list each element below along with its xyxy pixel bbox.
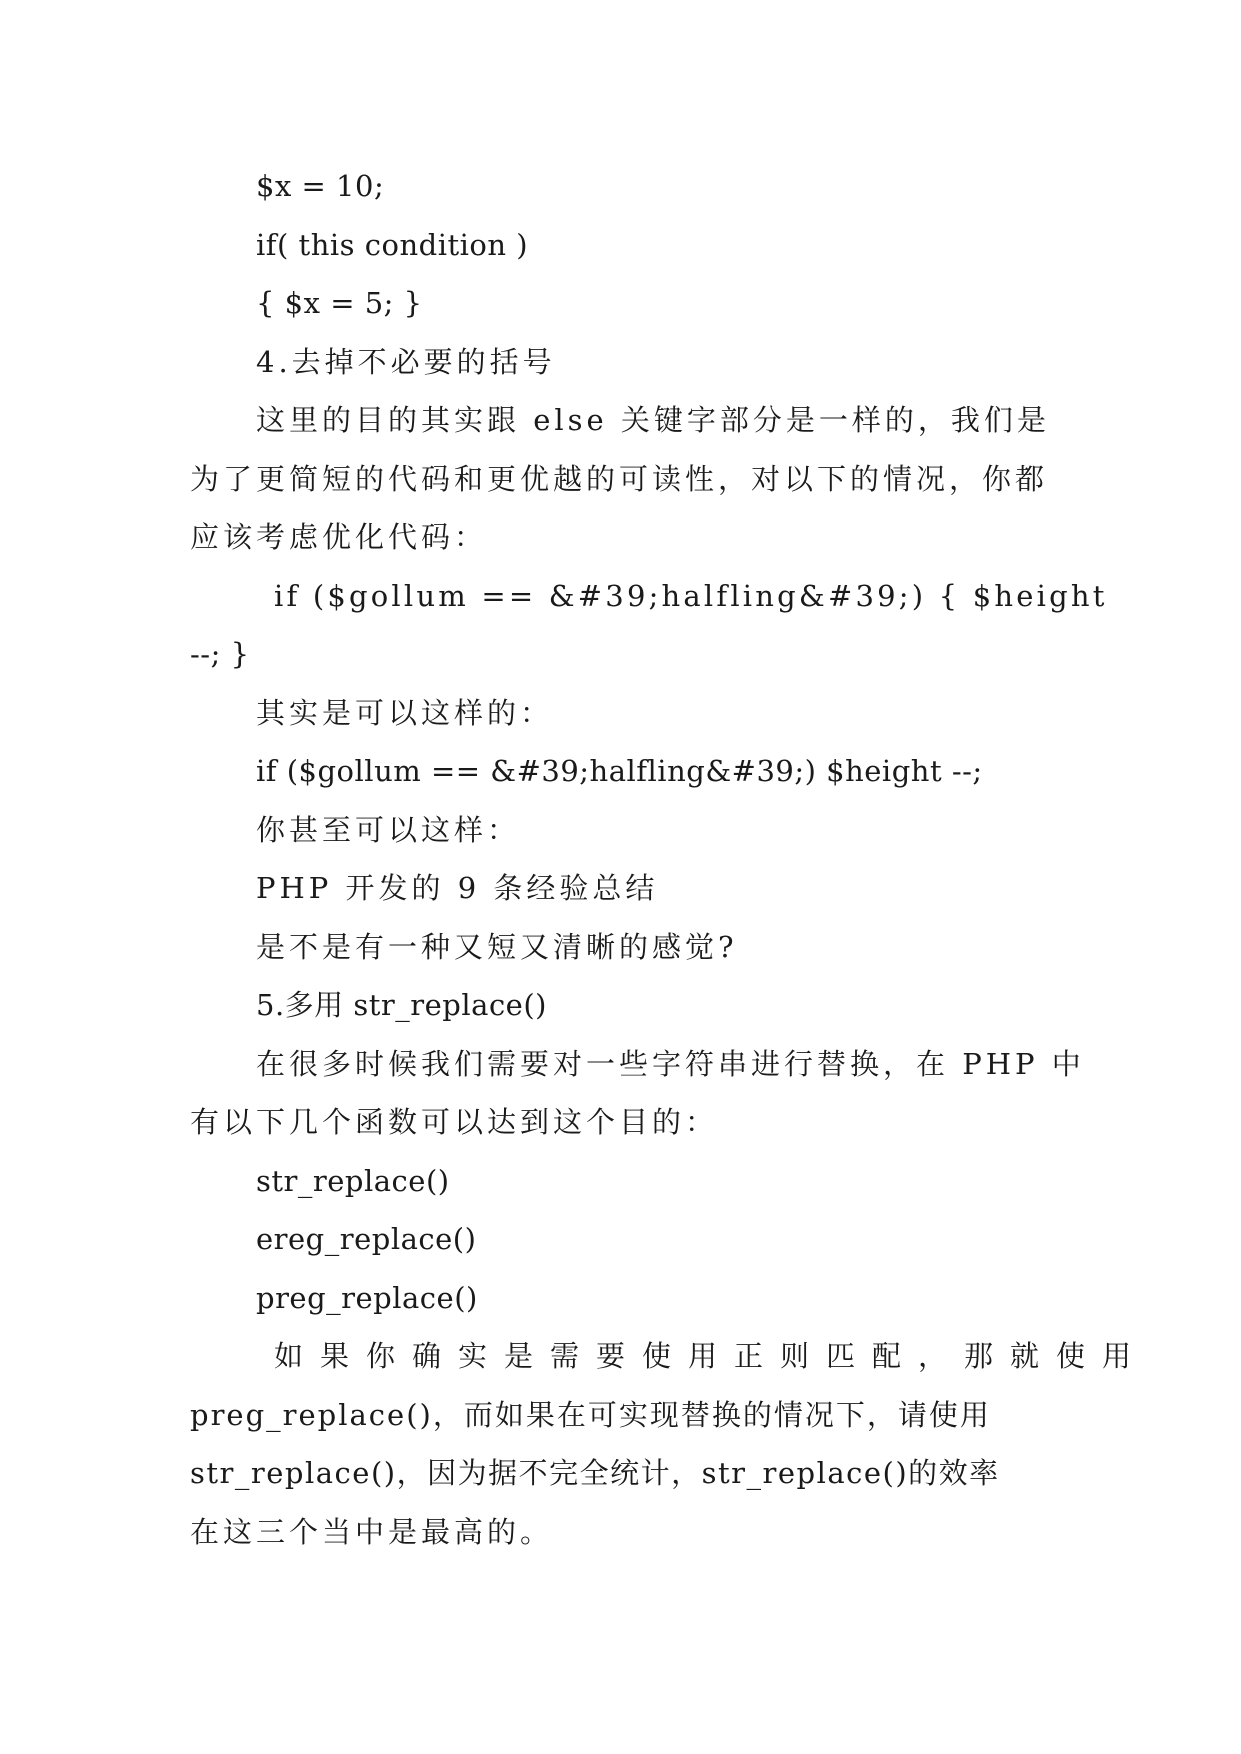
code-line: --; } bbox=[190, 637, 250, 671]
code-line: $x = 10; bbox=[256, 169, 385, 203]
paragraph-line: preg_replace()，而如果在可实现替换的情况下，请使用 bbox=[190, 1397, 991, 1432]
paragraph-line: 如果你确实是需要使用正则匹配，那就使用 bbox=[274, 1339, 1149, 1373]
paragraph-line: 为了更简短的代码和更优越的可读性，对以下的情况，你都 bbox=[190, 461, 1049, 496]
paragraph-line: 在很多时候我们需要对一些字符串进行替换，在 PHP 中 bbox=[256, 1046, 1085, 1081]
code-line: ereg_replace() bbox=[256, 1222, 477, 1256]
paragraph-line: PHP 开发的 9 条经验总结 bbox=[256, 871, 659, 905]
paragraph-line: 是不是有一种又短又清晰的感觉? bbox=[256, 929, 738, 964]
paragraph-line: 在这三个当中是最高的。 bbox=[190, 1514, 554, 1549]
paragraph-line: 这里的目的其实跟 else 关键字部分是一样的，我们是 bbox=[256, 403, 1050, 437]
code-line: if ($gollum == &#39;halfling&#39;) { $height bbox=[274, 578, 1108, 613]
paragraph-line: 其实是可以这样的： bbox=[256, 695, 554, 730]
code-line: { $x = 5; } bbox=[256, 286, 423, 320]
code-line: str_replace() bbox=[256, 1163, 450, 1198]
paragraph-line: 应该考虑优化代码： bbox=[190, 520, 488, 554]
paragraph-line: 你甚至可以这样： bbox=[256, 812, 521, 847]
code-line: preg_replace() bbox=[256, 1280, 478, 1315]
paragraph-line: 有以下几个函数可以达到这个目的： bbox=[190, 1105, 719, 1139]
document-body bbox=[190, 157, 1149, 1561]
section-heading: 4.去掉不必要的括号 bbox=[256, 344, 556, 379]
code-line: if ($gollum == &#39;halfling&#39;) $height --; bbox=[256, 754, 983, 788]
code-line: if( this condition ) bbox=[256, 227, 529, 262]
section-heading: 5.多用 str_replace() bbox=[256, 988, 547, 1022]
paragraph-line: str_replace()，因为据不完全统计，str_replace()的效率 bbox=[190, 1456, 1000, 1490]
